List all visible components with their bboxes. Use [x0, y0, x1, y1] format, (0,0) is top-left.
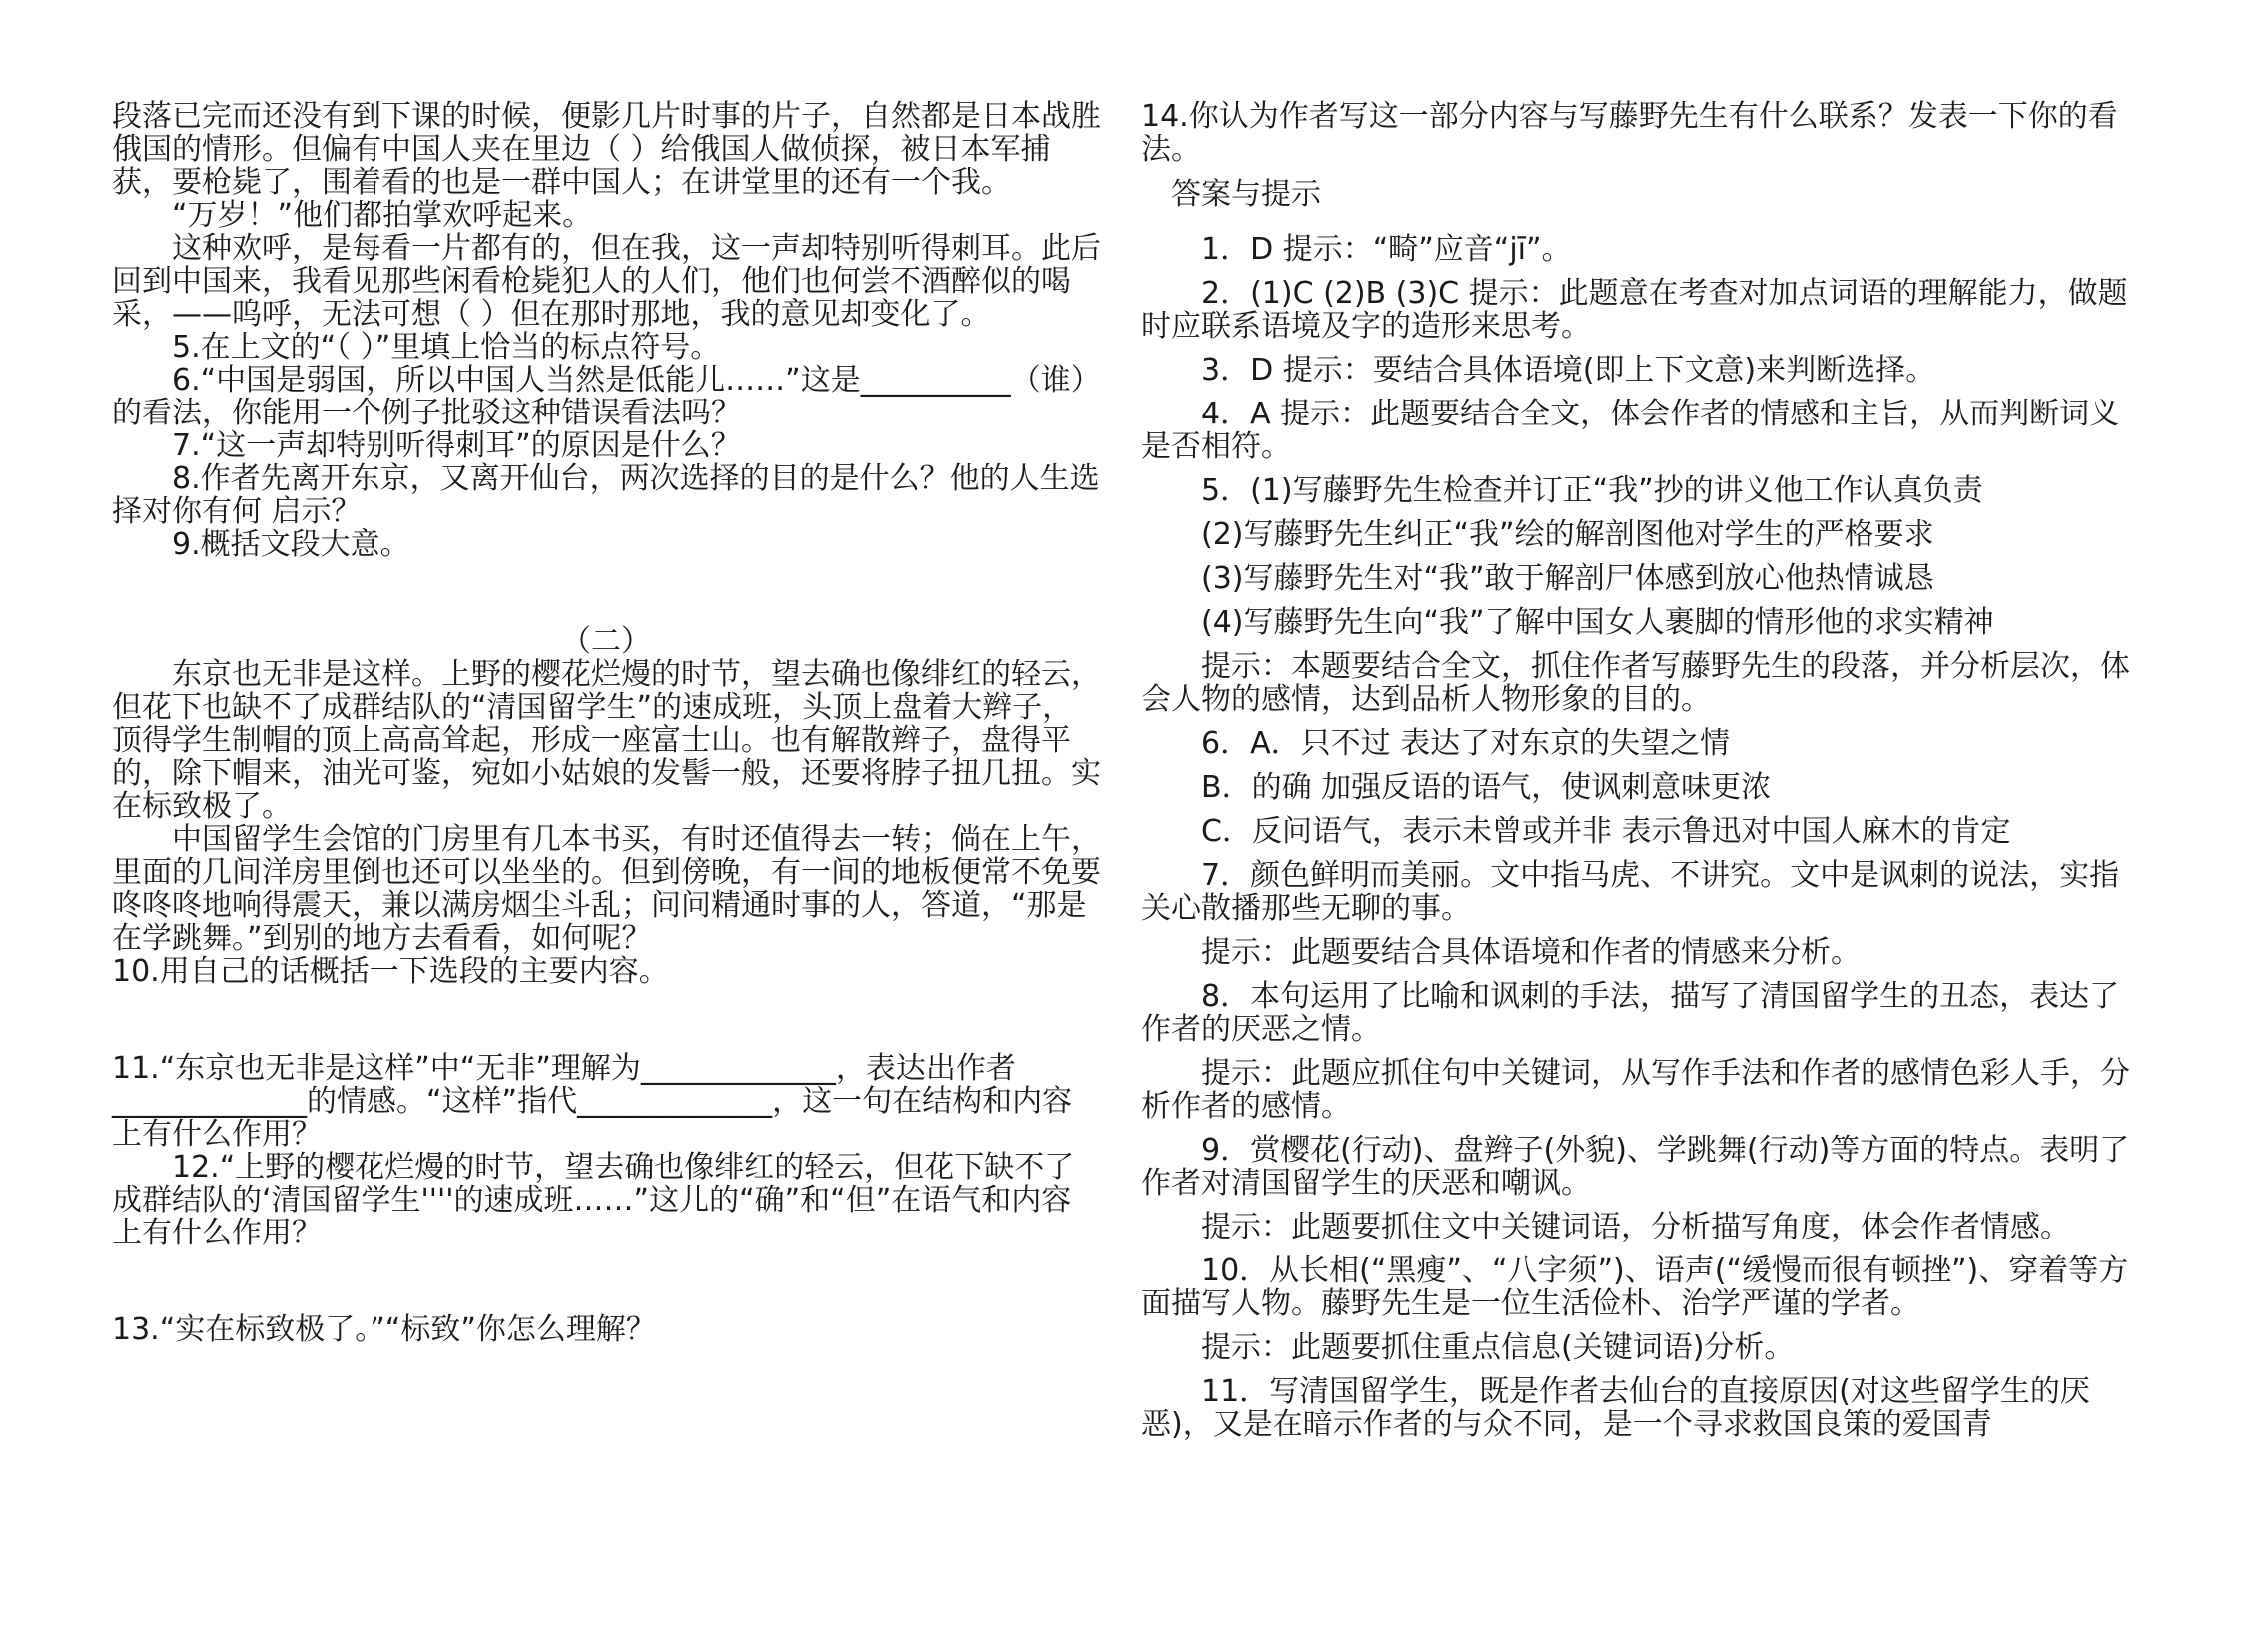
left-column	[112, 100, 1101, 1346]
question-9: 9.概括文段大意。	[172, 527, 410, 562]
answer-item: 8．本句运用了比喻和讽刺的手法，描写了清国留学生的丑态，表达了作者的厌恶之情。	[1141, 979, 2120, 1047]
answer-hint: 提示：此题要抓住重点信息(关键词语)分析。	[1201, 1330, 1795, 1365]
passage-paragraph: 东京也无非是这样。上野的樱花烂熳的时节，望去确也像绯红的轻云，但花下也缺不了成群结队的“清国留学生”的速成班，头顶上盘着大辫子，顶得学生制帽的顶上高高耸起，形成一座富士山。也有解散辫子，盘得平的，除下帽来，油光可鉴，宛如小姑娘的发髻一般，还要将脖子扭几扭。实在标致极了。	[112, 657, 1101, 824]
answer-item: 6．A．只不过 表达了对东京的失望之情	[1201, 726, 1731, 761]
answer-item: 10．从长相(“黑瘦”、“八字须”)、语声(“缓慢而很有顿挫”)、穿着等方面描写人物。藤野先生是一位生活俭朴、治学严谨的学者。	[1141, 1253, 2129, 1321]
answer-hint: 提示：本题要结合全文，抓住作者写藤野先生的段落，并分析层次，体会人物的感情，达到品析人物形象的目的。	[1141, 649, 2130, 717]
question-7: 7.“这一声却特别听得刺耳”的原因是什么？	[172, 428, 741, 463]
right-column	[1141, 100, 2140, 1452]
answer-hint: 提示：此题要结合具体语境和作者的情感来分析。	[1201, 935, 1861, 970]
answer-hint: 提示：此题要抓住文中关键词语，分析描写角度，体会作者情感。	[1201, 1210, 2070, 1244]
passage-paragraph: 这种欢呼，是每看一片都有的，但在我，这一声却特别听得刺耳。此后回到中国来，我看见那些闲看枪毙犯人的人们，他们也何尝不酒醉似的喝采，——呜呼，无法可想（ ）但在那时那地，我的意见却变化了。	[112, 231, 1101, 332]
question-13: 13.“实在标致极了。”“标致”你怎么理解？	[112, 1312, 656, 1347]
answer-hint: 提示：此题应抓住句中关键词，从写作手法和作者的感情色彩人手，分析作者的感情。	[1141, 1056, 2130, 1124]
answer-item: 3．D 提示：要结合具体语境(即上下文意)来判断选择。	[1201, 353, 1936, 388]
question-10: 10.用自己的话概括一下选段的主要内容。	[112, 954, 669, 989]
question-11: 11.“东京也无非是这样”中“无非”理解为_____________，表达出作者_____________的情感。“这样”指代_____________，这一句在结构和内容上有什么作用？	[112, 1051, 1073, 1152]
answers-heading: 答案与提示	[1171, 177, 1321, 212]
passage-paragraph: “万岁！”他们都拍掌欢呼起来。	[172, 198, 593, 233]
question-8: 8.作者先离开东京，又离开仙台，两次选择的目的是什么？他的人生选择对你有何 启示？	[112, 461, 1100, 529]
answer-item: (4)写藤野先生向“我”了解中国女人裹脚的情形他的求实精神	[1201, 605, 1994, 640]
question-5: 5.在上文的“（ ）”里填上恰当的标点符号。	[172, 330, 721, 365]
answer-item: 4．A 提示：此题要结合全文，体会作者的情感和主旨，从而判断词义是否相符。	[1141, 397, 2120, 464]
answer-item: 9．赏樱花(行动)、盘辫子(外貌)、学跳舞(行动)等方面的特点。表明了作者对清国留学生的厌恶和嘲讽。	[1141, 1133, 2130, 1201]
passage-paragraph: 中国留学生会馆的门房里有几本书买，有时还值得去一转；倘在上午，里面的几间洋房里倒也还可以坐坐的。但到傍晚，有一间的地板便常不免要咚咚咚地响得震天，兼以满房烟尘斗乱；问问精通时事的人，答道，“那是在学跳舞。”到别的地方去看看，如何呢？	[112, 822, 1101, 956]
answer-item: (3)写藤野先生对“我”敢于解剖尸体感到放心他热情诚恳	[1201, 561, 1934, 596]
answer-item: 11．写清国留学生，既是作者去仙台的直接原因(对这些留学生的厌恶)，又是在暗示作者的与众不同，是一个寻求救国良策的爱国青	[1141, 1374, 2090, 1442]
section-title: （二）	[561, 624, 651, 659]
passage-paragraph: 段落已完而还没有到下课的时候，便影几片时事的片子，自然都是日本战胜俄国的情形。但偏有中国人夹在里边（ ）给俄国人做侦探，被日本军捕获，要枪毙了，围着看的也是一群中国人；在讲堂里的还有一个我。	[112, 99, 1101, 200]
answer-item: C．反问语气，表示未曾或并非 表示鲁迅对中国人麻木的肯定	[1201, 814, 2011, 849]
answer-item: 1．D 提示：“畸”应音“jī”。	[1201, 232, 1572, 267]
answer-item: 2．(1)C (2)B (3)C 提示：此题意在考查对加点词语的理解能力，做题时应联系语境及字的造形来思考。	[1141, 276, 2128, 344]
answer-item: 7．颜色鲜明而美丽。文中指马虎、不讲究。文中是讽刺的说法，实指关心散播那些无聊的事。	[1141, 858, 2120, 926]
question-12: 12.“上野的樱花烂熳的时节，望去确也像绯红的轻云，但花下缺不了成群结队的‘清国留学生''''的速成班……”这儿的“确”和“但”在语气和内容上有什么作用？	[112, 1150, 1075, 1250]
answer-item: 5．(1)写藤野先生检查并订正“我”抄的讲义他工作认真负责	[1201, 473, 1983, 508]
question-14: 14.你认为作者写这一部分内容与写藤野先生有什么联系？发表一下你的看法。	[1141, 99, 2118, 167]
answer-item: B．的确 加强反语的语气，使讽刺意味更浓	[1201, 770, 1772, 805]
question-6: 6.“中国是弱国，所以中国人当然是低能儿……”这是__________（谁）的看法，你能用一个例子批驳这种错误看法吗？	[112, 363, 1101, 430]
answer-item: (2)写藤野先生纠正“我”绘的解剖图他对学生的严格要求	[1201, 517, 1934, 552]
